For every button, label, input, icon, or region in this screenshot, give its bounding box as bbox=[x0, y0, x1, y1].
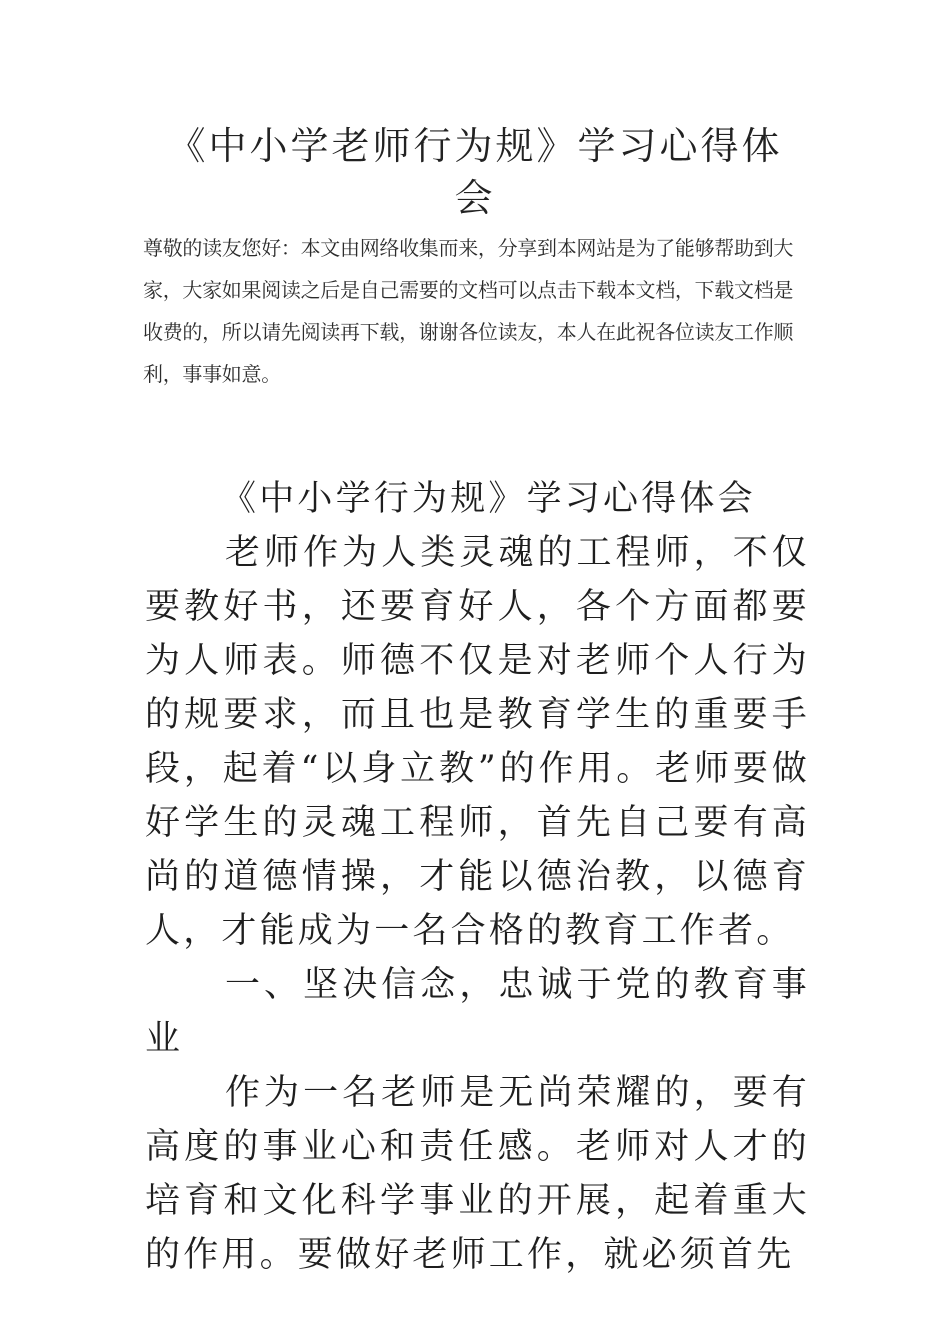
document-title: 《中小学老师行为规》学习心得体会 bbox=[167, 124, 783, 220]
reader-notice: 尊敬的读友您好：本文由网络收集而来，分享到本网站是为了能够帮助到大家，大家如果阅读之后是自己需要的文档可以点击下载本文档，下载文档是收费的，所以请先阅读再下载，谢谢各位读友，本人在此祝各位读友工作顺利，事事如意。 bbox=[143, 238, 794, 386]
section-subtitle: 《中小学行为规》学习心得体会 bbox=[221, 479, 756, 519]
document-body bbox=[145, 472, 810, 1282]
body-paragraph: 作为一名老师是无尚荣耀的，要有高度的事业心和责任感。老师对人才的培育和文化科学事业的开展，起着重大的作用。要做好老师工作，就必须首先 bbox=[145, 1073, 810, 1275]
section-heading: 一、坚决信念，忠诚于党的教育事业 bbox=[145, 965, 810, 1059]
body-paragraph: 老师作为人类灵魂的工程师，不仅要教好书，还要育好人，各个方面都要为人师表。师德不仅是对老师个人行为的规要求，而且也是教育学生的重要手段，起着“以身立教”的作用。老师要做好学生的灵魂工程师，首先自己要有高尚的道德情操，才能以德治教，以德育人，才能成为一名合格的教育工作者。 bbox=[145, 533, 810, 951]
